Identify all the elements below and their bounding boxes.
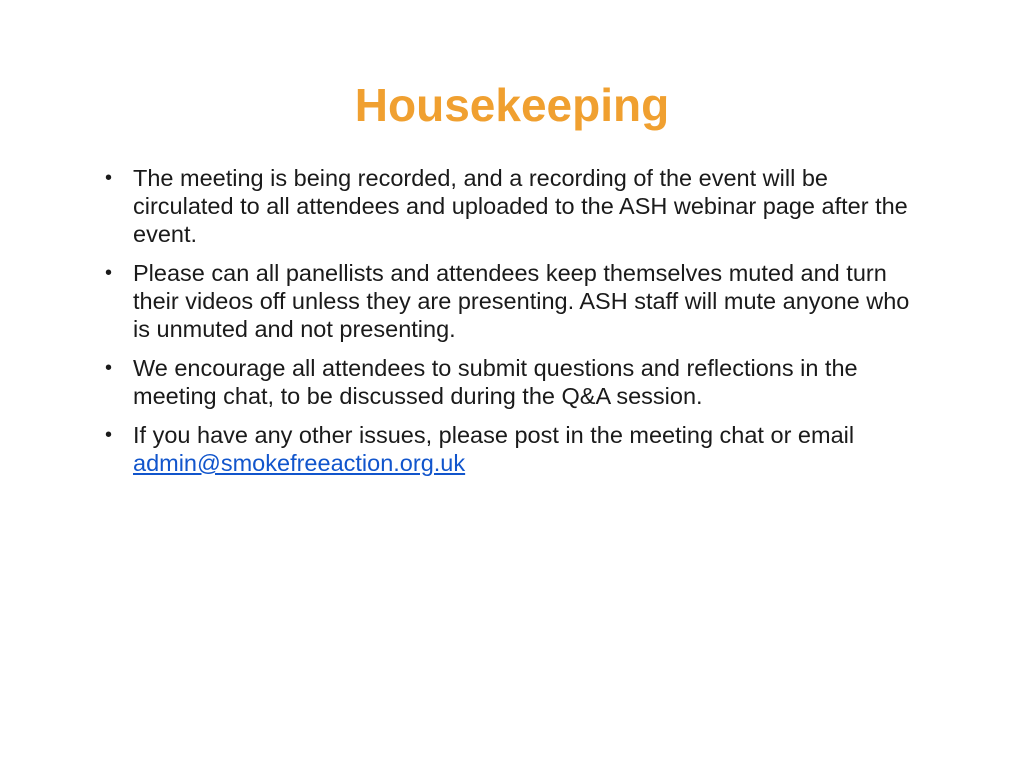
slide-title: Housekeeping: [354, 79, 670, 131]
bullet-item-issues: [105, 421, 920, 477]
bullet-text: We encourage all attendees to submit questions and reflections in the meeting chat, to be discussed during the Q&A session.: [133, 355, 858, 409]
bullet-marker: •: [105, 357, 113, 379]
bullet-item-muting: [105, 259, 920, 343]
bullet-marker: •: [105, 167, 113, 189]
bullet-text: Please can all panellists and attendees keep themselves muted and turn their videos off unless they are presenting. ASH staff will mute anyone who is unmuted and not presenting.: [133, 260, 910, 342]
bullet-list: [105, 164, 920, 488]
bullet-item-questions: [105, 354, 920, 410]
bullet-marker: •: [105, 262, 113, 284]
bullet-text: If you have any other issues, please post in the meeting chat or email: [133, 422, 855, 448]
bullet-text: The meeting is being recorded, and a recording of the event will be circulated to all attendees and uploaded to the ASH webinar page after the event.: [133, 165, 908, 247]
email-link[interactable]: admin@smokefreeaction.org.uk: [133, 450, 466, 476]
bullet-marker: •: [105, 424, 113, 446]
bullet-item-recording: [105, 164, 920, 248]
